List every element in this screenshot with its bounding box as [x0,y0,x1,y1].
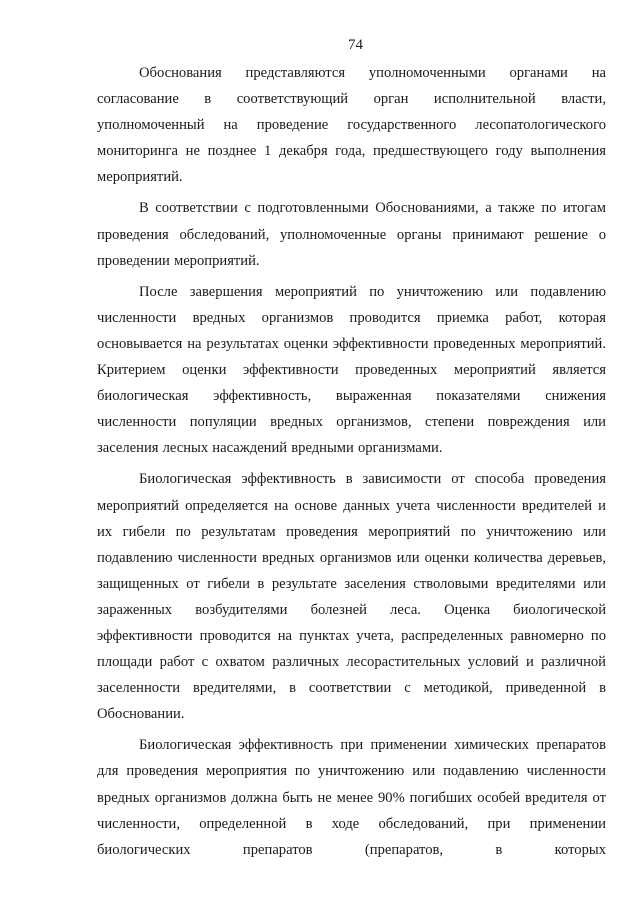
paragraph-3: После завершения мероприятий по уничтожению или подавлению численности вредных организмов проводится приемка работ, которая основывается на результатах оценки эффективности проведенных мероприятий. Критерием оценки эффективности проведенных мероприятий является биологическая эффективность, выраженная показателями снижения численности популяции вредных организмов, степени повреждения или заселения лесных насаждений вредными организмами. [97,283,606,457]
paragraph-5: Биологическая эффективность при применении химических препаратов для проведения мероприятия по уничтожению или подавлению численности вредных организмов должна быть не менее 90% погибших особей вредителя от численности, определенной в ходе обследований, при применении биологических препаратов (препаратов, в которых [97,737,606,858]
paragraph-1: Обоснования представляются уполномоченными органами на согласование в соответствующий орган исполнительной власти, уполномоченный на проведение государственного лесопатологического мониторинга не позднее 1 декабря года, предшествующего году выполнения мероприятий. [97,65,606,186]
paragraph-4: Биологическая эффективность в зависимости от способа проведения мероприятий определяется на основе данных учета численности вредителей и их гибели по результатам проведения мероприятий по уничтожению или подавлению численности вредных организмов или оценки количества деревьев, защищенных от гибели в результате заселения стволовыми вредителями или зараженных возбудителями болезней леса. Оценка биологической эффективности проводится на пунктах учета, распределенных равномерно по площади работ с охватом различных лесорастительных условий и различной заселенности вредителями, в соответствии с методикой, приведенной в Обосновании. [97,471,606,723]
paragraph-2: В соответствии с подготовленными Обоснованиями, а также по итогам проведения обследований, уполномоченные органы принимают решение о проведении мероприятий. [97,200,606,269]
page-number: 74 [348,37,363,53]
